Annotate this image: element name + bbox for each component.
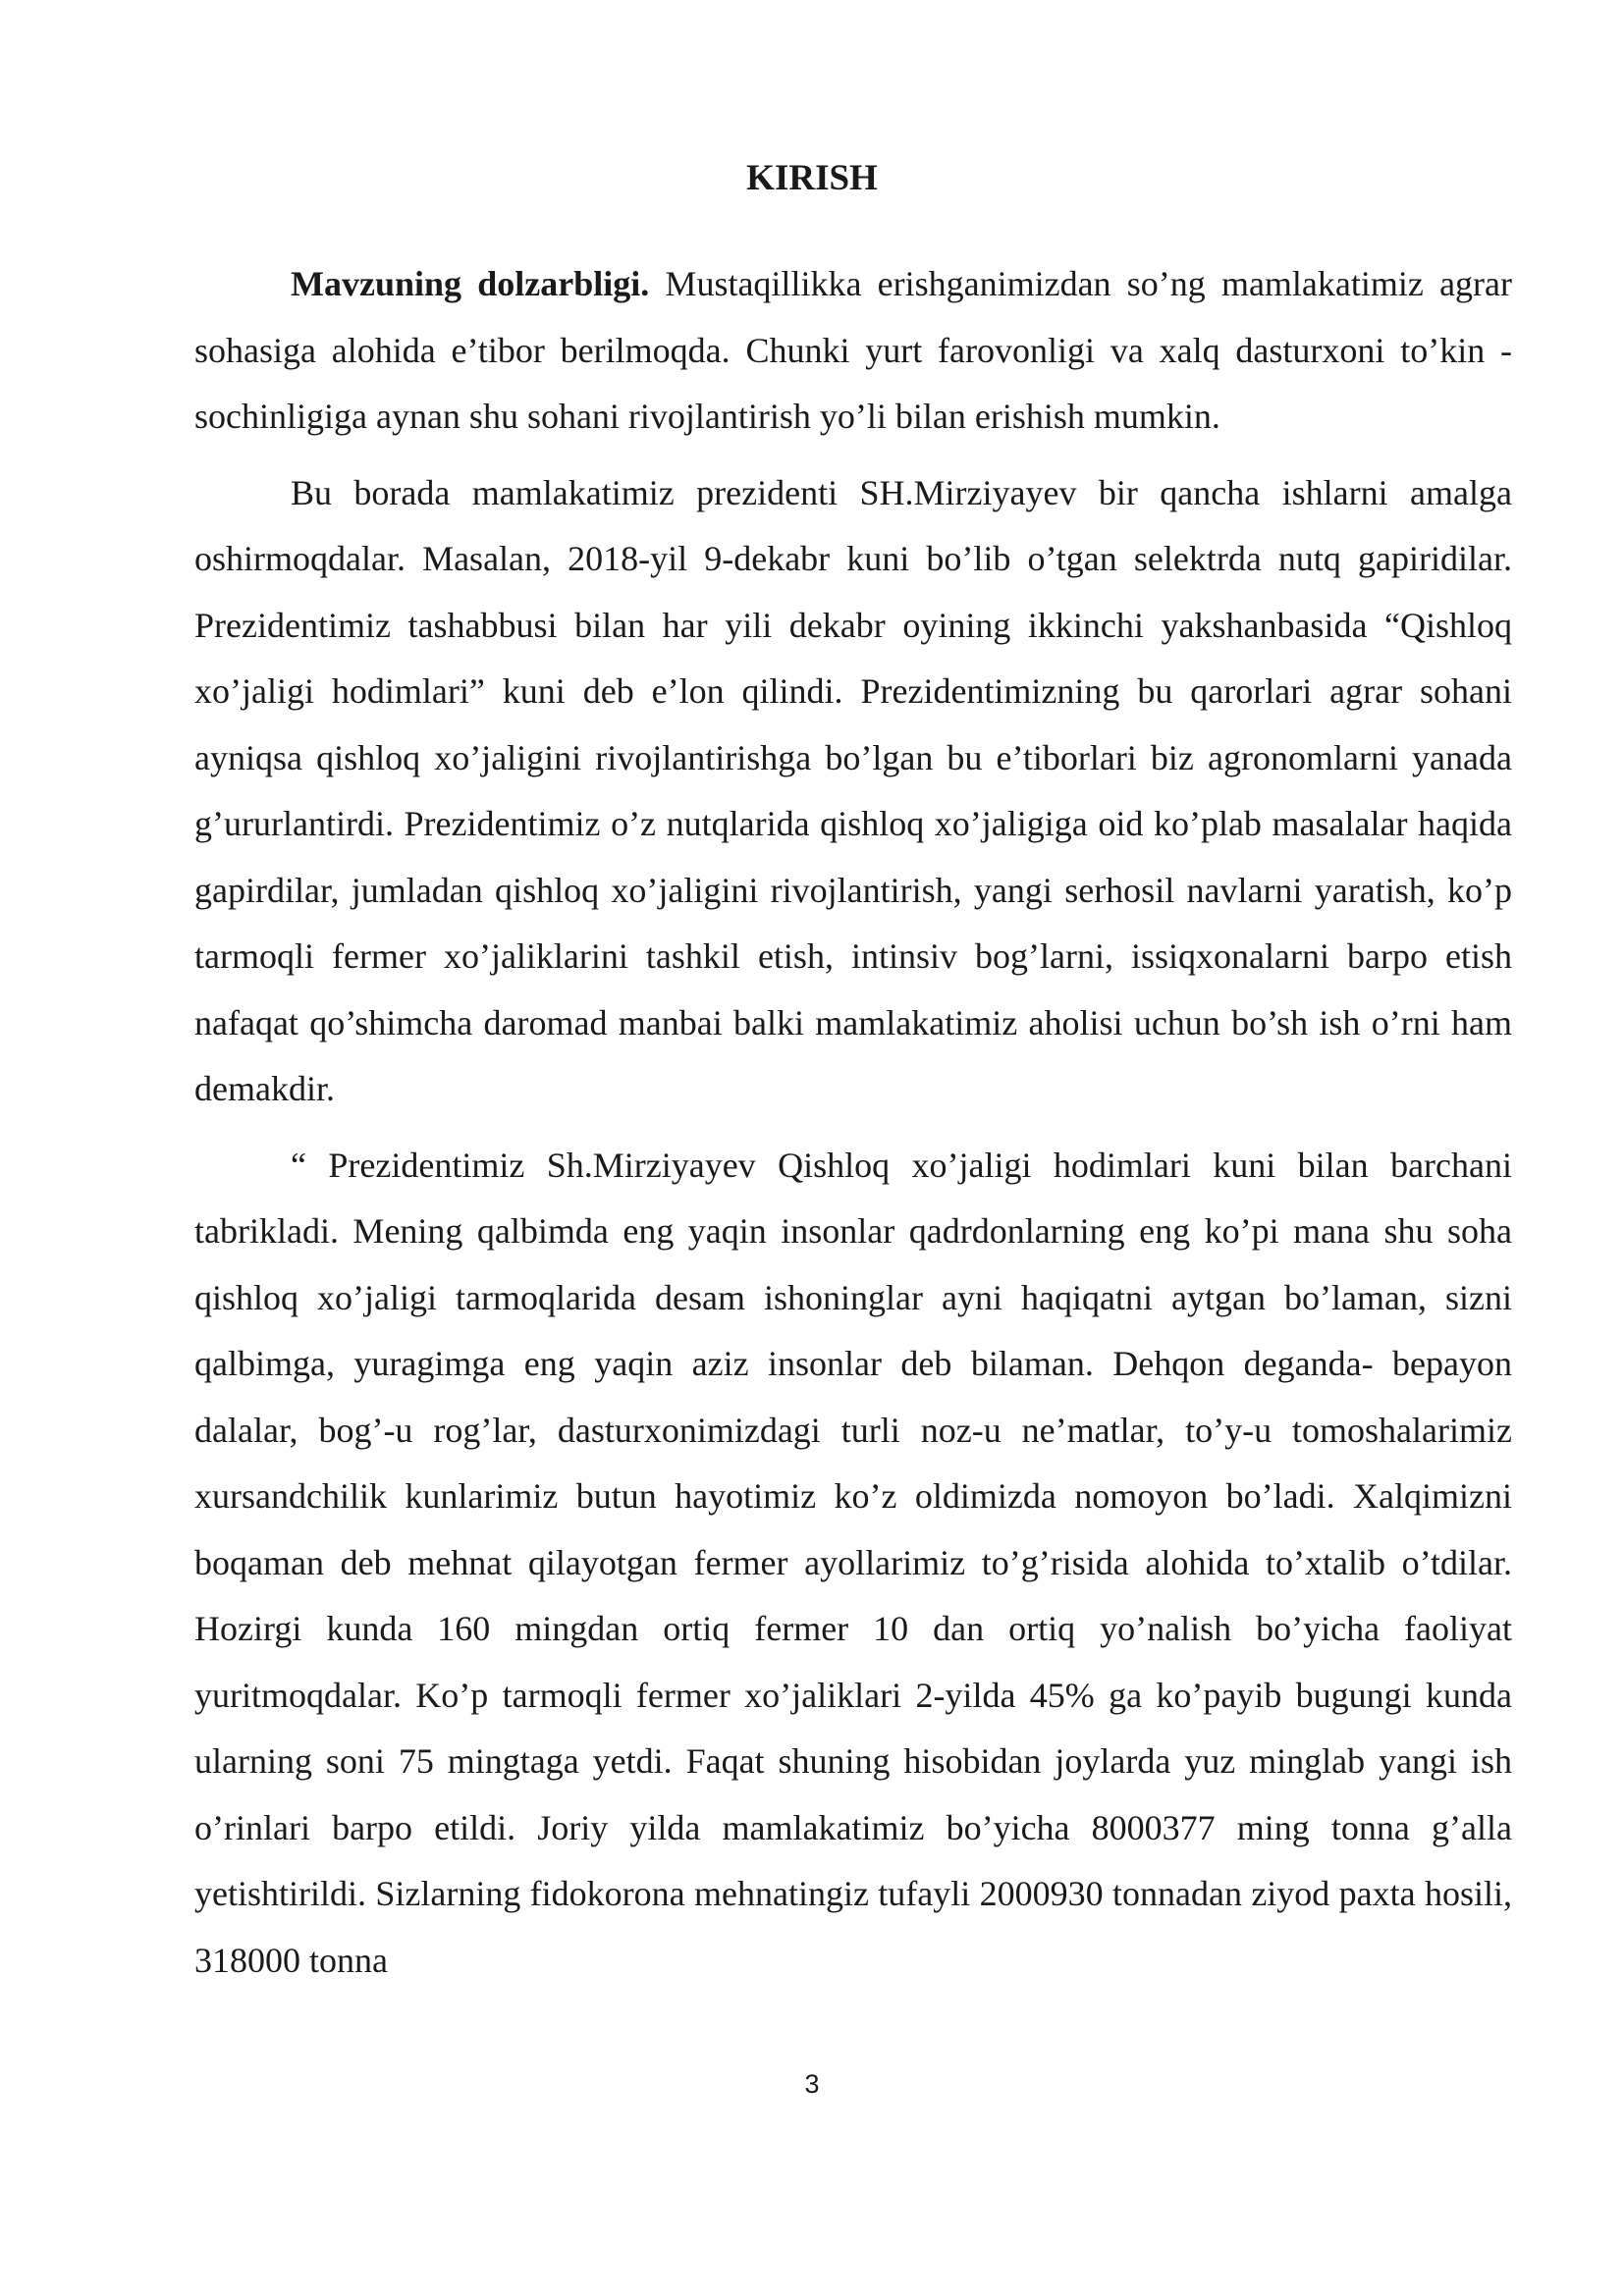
paragraph-president-actions: Bu borada mamlakatimiz prezidenti SH.Mirziyayev bir qancha ishlarni amalga oshirmoqdalar. Masalan, 2018-yil 9-dekabr kuni bo’lib o’tgan selektrda nutq gapiridilar. Prezidentimiz tashabbusi bilan har yili dekabr oyining ikkinchi yakshanbasida “Qishloq xo’jaligi hodimlari” kuni deb e’lon qilindi. Prezidentimizning bu qarorlari agrar sohani ayniqsa qishloq xo’jaligini rivojlantirishga bo’lgan bu e’tiborlari biz agronomlarni yanada g’ururlantirdi. Prezidentimiz o’z nutqlarida qishloq xo’jaligiga oid ko’plab masalalar haqida gapirdilar, jumladan qishloq xo’jaligini rivojlantirish, yangi serhosil navlarni yaratish, ko’p tarmoqli fermer xo’jaliklarini tashkil etish, intinsiv bog’larni, issiqxonalarni barpo etish nafaqat qo’shimcha daromad manbai balki mamlakatimiz aholisi uchun bo’sh ish o’rni ham demakdir.: [194, 472, 1512, 1108]
paragraph-president-quote: “ Prezidentimiz Sh.Mirziyayev Qishloq xo’jaligi hodimlari kuni bilan barchani tabrikladi. Mening qalbimda eng yaqin insonlar qadrdonlarning eng ko’pi mana shu soha qishloq xo’jaligi tarmoqlarida desam ishoninglar ayni haqiqatni aytgan bo’laman, sizni qalbimga, yuragimga eng yaqin aziz insonlar deb bilaman. Dehqon deganda- bepayon dalalar, bog’-u rog’lar, dasturxonimizdagi turli noz-u ne’matlar, to’y-u tomoshalarimiz xursandchilik kunlarimiz butun hayotimiz ko’z oldimizda nomoyon bo’ladi. Xalqimizni boqaman deb mehnat qilayotgan fermer ayollarimiz to’g’risida alohida to’xtalib o’tdilar. Hozirgi kunda 160 mingdan ortiq fermer 10 dan ortiq yo’nalish bo’yicha faoliyat yuritmoqdalar. Ko’p tarmoqli fermer xo’jaliklari 2-yilda 45% ga ko’payib bugungi kunda ularning soni 75 mingtaga yetdi. Faqat shuning hisobidan joylarda yuz minglab yangi ish o’rinlari barpo etildi. Joriy yilda mamlakatimiz bo’yicha 8000377 ming tonna g’alla yetishtirildi. Sizlarning fidokorona mehnatingiz tufayli 2000930 tonnadan ziyod paxta hosili, 318000 tonna: [194, 1145, 1512, 1980]
document-body: [194, 251, 1512, 2003]
paragraph-relevance: [194, 251, 1512, 451]
paragraph-lead-heading: Mavzuning dolzarbligi.: [291, 264, 650, 303]
page-title: KIRISH: [746, 158, 878, 198]
paragraph-relevance-text: Mustaqillikka erishganimizdan so’ng mamlakatimiz agrar sohasiga alohida e’tibor berilmoqda. Chunki yurt farovonligi va xalq dasturxoni to’kin - sochinligiga aynan shu sohani rivojlantirish yo’li bilan erishish mumkin.: [194, 264, 1513, 436]
page-number: 3: [804, 2069, 820, 2099]
